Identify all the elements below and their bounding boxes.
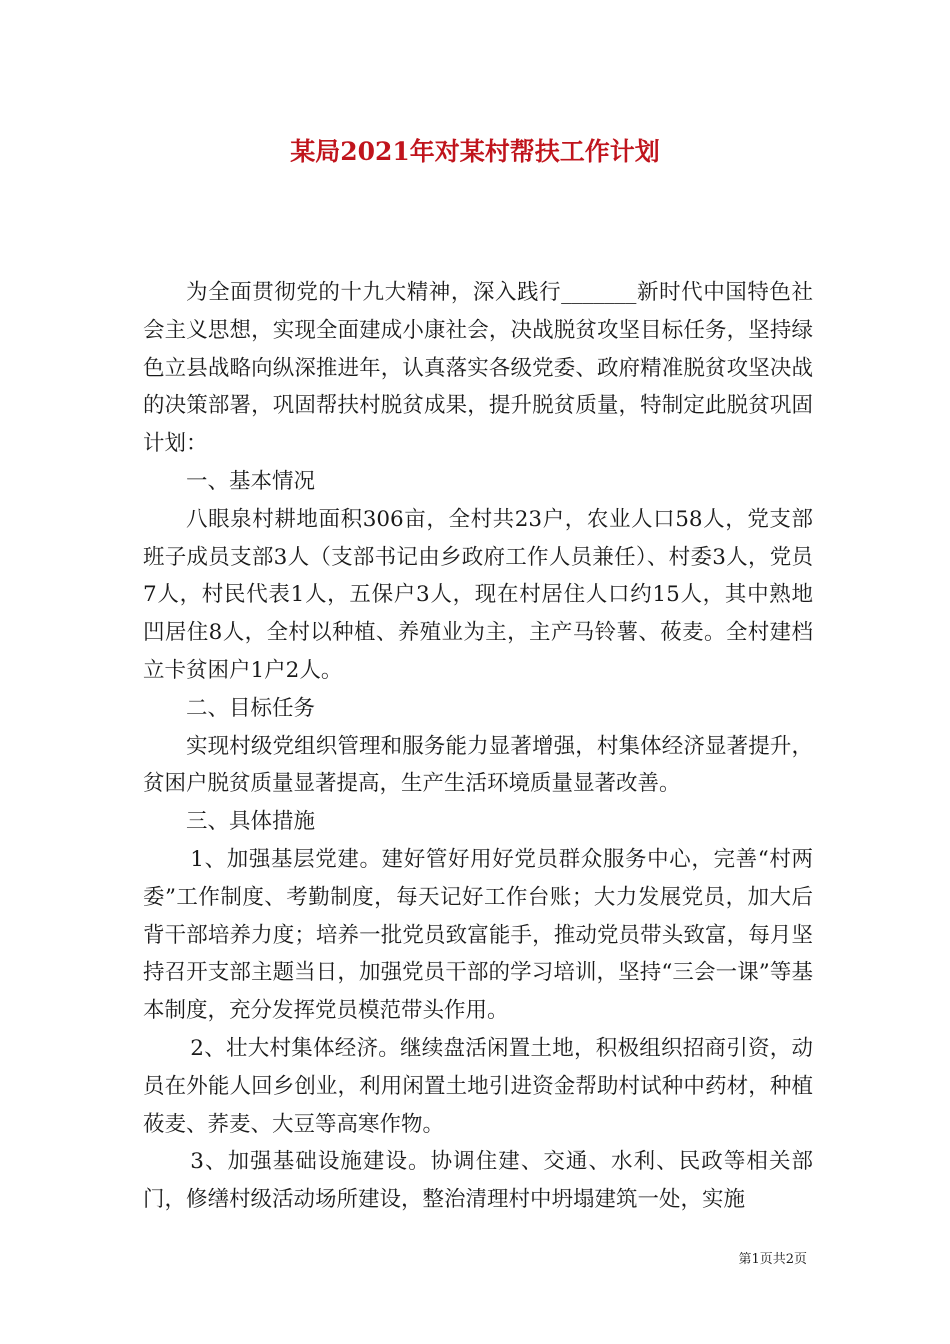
section-heading-target-tasks: 二、目标任务 — [186, 695, 316, 721]
target-tasks-paragraph: 实现村级党组织管理和服务能力显著增强，村集体经济显著提升，贫困户脱贫质量显著提高，生产生活环境质量显著改善。 — [143, 733, 813, 797]
document-body — [143, 274, 813, 1219]
page-number-label: 第1页共2页 — [738, 1252, 807, 1267]
measure-item-1: 1、加强基层党建。建好管好用好党员群众服务中心，完善“村两委”工作制度、考勤制度，每天记好工作台账；大力发展党员，加大后背干部培养力度；培养一批党员致富能手，推动党员带头致富，每月坚持召开支部主题当日，加强党员干部的学习培训，坚持“三会一课”等基本制度，充分发挥党员模范带头作用。 — [143, 846, 813, 1024]
intro-paragraph: 为全面贯彻党的十九大精神，深入践行_______新时代中国特色社会主义思想，实现全面建成小康社会，决战脱贫攻坚目标任务，坚持绿色立县战略向纵深推进年，认真落实各级党委、政府精准脱贫攻坚决战的决策部署，巩固帮扶村脱贫成果，提升脱贫质量，特制定此脱贫巩固计划： — [143, 280, 813, 457]
measure-item-2: 2、壮大村集体经济。继续盘活闲置土地，积极组织招商引资，动员在外能人回乡创业，利用闲置土地引进资金帮助村试种中药材，种植莜麦、荞麦、大豆等高寒作物。 — [143, 1035, 813, 1137]
page-number-footer — [738, 1248, 807, 1267]
section-heading-basic-situation: 一、基本情况 — [186, 468, 316, 494]
measure-item-3: 3、加强基础设施建设。协调住建、交通、水利、民政等相关部门，修缮村级活动场所建设，整治清理村中坍塌建筑一处，实施 — [143, 1149, 813, 1213]
section-heading-measures: 三、具体措施 — [186, 809, 316, 835]
basic-situation-paragraph: 八眼泉村耕地面积306亩，全村共23户，农业人口58人，党支部班子成员支部3人（支部书记由乡政府工作人员兼任）、村委3人，党员7人，村民代表1人，五保户3人，现在村居住人口约15人，其中熟地凹居住8人，全村以种植、养殖业为主，主产马铃薯、莜麦。全村建档立卡贫困户1户2人。 — [143, 506, 813, 683]
document-title: 某局2021年对某村帮扶工作计划 — [290, 137, 660, 166]
